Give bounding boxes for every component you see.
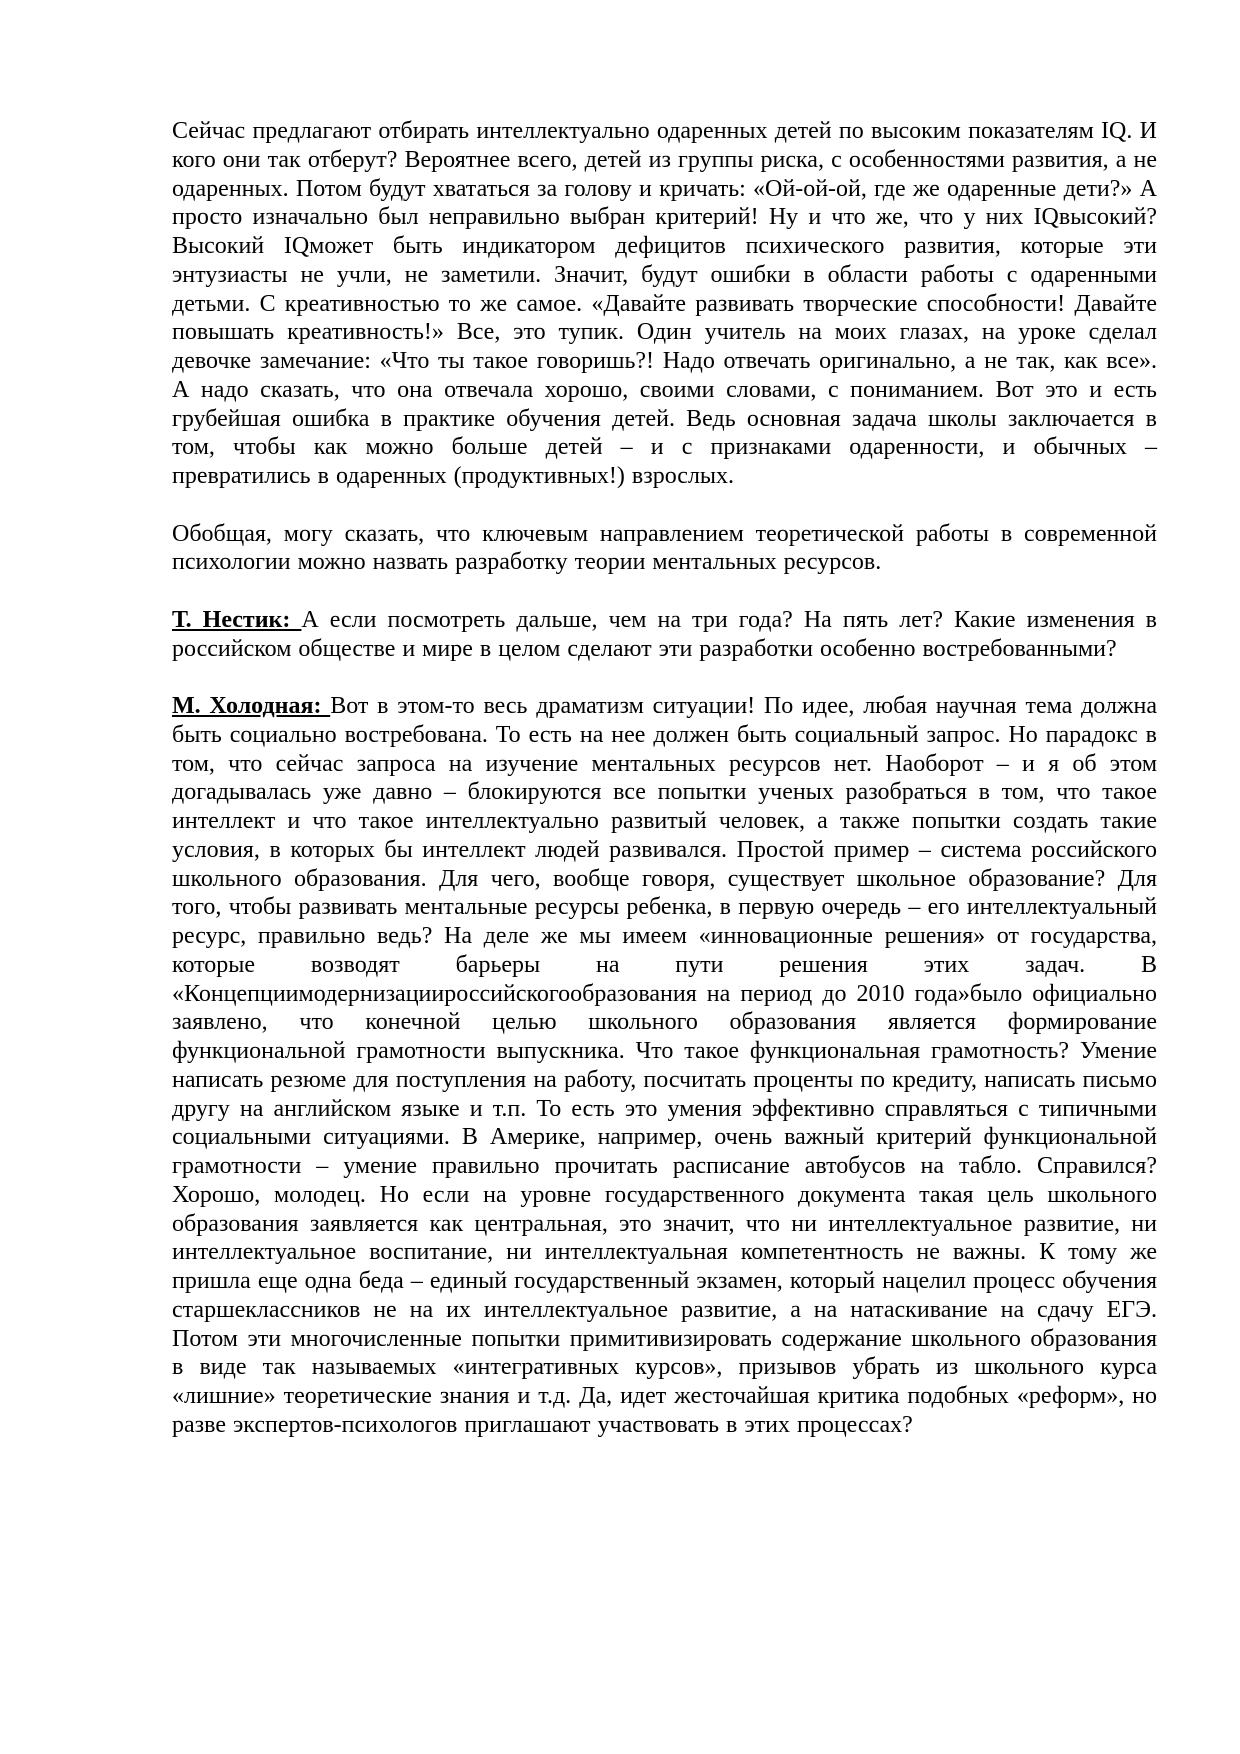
paragraph [172, 117, 1157, 491]
paragraph-text: Обобщая, могу сказать, что ключевым направлением теоретической работы в современной психологии можно назвать разработку теории ментальных ресурсов. [172, 520, 1157, 576]
paragraph-text: А если посмотреть дальше, чем на три года? На пять лет? Какие изменения в российском обществе и мире в целом сделают эти разработки особенно востребованными? [172, 606, 1157, 662]
document-text-block [172, 117, 1157, 1440]
paragraph-text: Сейчас предлагают отбирать интеллектуально одаренных детей по высоким показателям IQ. И кого они так отберут? Вероятнее всего, детей из группы риска, с особенностями развития, а не одаренных. Потом будут хвататься за голову и кричать: «Ой-ой-ой, где же одаренные дети?» А просто изначально был неправильно выбран критерий! Ну и что же, что у них IQвысокий? Высокий IQможет быть индикатором дефицитов психического развития, которые эти энтузиасты не учли, не заметили. Значит, будут ошибки в области работы с одаренными детьми. С креативностью то же самое. «Давайте развивать творческие способности! Давайте повышать креативность!» Все, это тупик. Один учитель на моих глазах, на уроке сделал девочке замечание: «Что ты такое говоришь?! Надо отвечать оригинально, а не так, как все». А надо сказать, что она отвечала хорошо, своими словами, с пониманием. Вот это и есть грубейшая ошибка в практике обучения детей. Ведь основная задача школы заключается в том, чтобы как можно больше детей – и с признаками одаренности, и обычных – превратились в одаренных (продуктивных!) взрослых. [172, 118, 1157, 489]
paragraph-text: Вот в этом-то весь драматизм ситуации! По идее, любая научная тема должна быть социально востребована. То есть на нее должен быть социальный запрос. Но парадокс в том, что сейчас запроса на изучение ментальных ресурсов нет. Наоборот – и я об этом догадывалась уже давно – блокируются все попытки ученых разобраться в том, что такое интеллект и что такое интеллектуально развитый человек, а также попытки создать такие условия, в которых бы интеллект людей развивался. Простой пример – система российского школьного образования. Для чего, вообще говоря, существует школьное образование? Для того, чтобы развивать ментальные ресурсы ребенка, в первую очередь – его интеллектуальный ресурс, правильно ведь? На деле же мы имеем «инновационные решения» от государства, которые возводят барьеры на пути решения этих задач. В «Концепциимодернизациироссийскогообразования на период до 2010 года»было официально заявлено, что конечной целью школьного образования является формирование функциональной грамотности выпускника. Что такое функциональная грамотность? Умение написать резюме для поступления на работу, посчитать проценты по кредиту, написать письмо другу на английском языке и т.п. То есть это умения эффективно справляться с типичными социальными ситуациями. В Америке, например, очень важный критерий функциональной грамотности – умение правильно прочитать расписание автобусов на табло. Справился? Хорошо, молодец. Но если на уровне государственного документа такая цель школьного образования заявляется как центральная, это значит, что ни интеллектуальное развитие, ни интеллектуальное воспитание, ни интеллектуальная компетентность не важны. К тому же пришла еще одна беда – единый государственный экзамен, который нацелил процесс обучения старшеклассников не на их интеллектуальное развитие, а на натаскивание на сдачу ЕГЭ. Потом эти многочисленные попытки примитивизировать содержание школьного образования в виде так называемых «интегративных курсов», призывов убрать из школьного курса «лишние» теоретические знания и т.д. Да, идет жесточайшая критика подобных «реформ», но разве экспертов-психологов приглашают участвовать в этих процессах? [172, 693, 1157, 1438]
paragraph [172, 692, 1157, 1440]
paragraph [172, 606, 1157, 664]
speaker-name: М. Холодная: [172, 693, 331, 719]
speaker-name: Т. Нестик: [172, 606, 302, 633]
paragraph [172, 520, 1157, 578]
